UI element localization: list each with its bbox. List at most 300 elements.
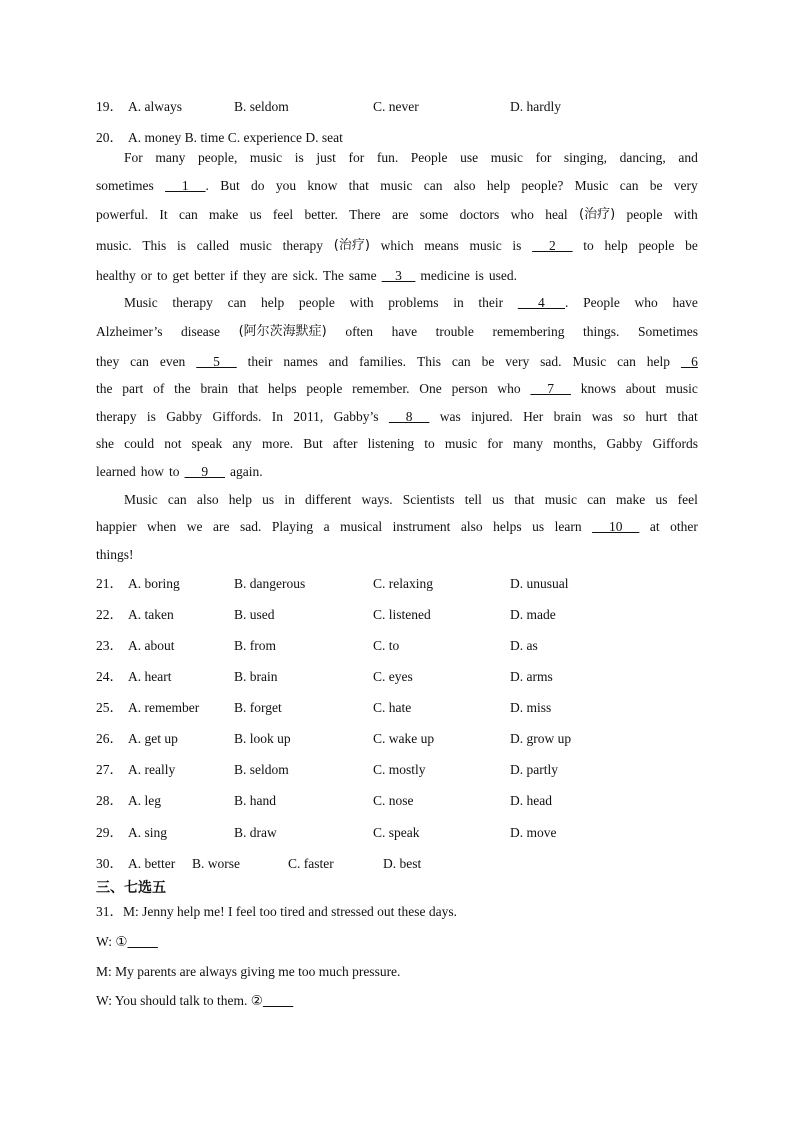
- passage-word: be: [649, 178, 663, 193]
- passage-word: so: [623, 409, 636, 424]
- passage-word: have: [391, 324, 418, 339]
- passage-word: sad.: [540, 354, 562, 369]
- option-d: D. unusual: [510, 576, 569, 591]
- option-c: C. speak: [373, 825, 420, 840]
- option-c: C. nose: [373, 793, 414, 808]
- option-a: A. better: [128, 856, 176, 871]
- option-a: A. sing: [128, 825, 168, 840]
- passage-word: people: [298, 295, 335, 310]
- passage-word: music: [380, 178, 413, 193]
- question-number: 25．: [96, 700, 123, 715]
- passage-word: singing,: [563, 150, 608, 165]
- passage-line: [96, 546, 698, 564]
- passage-word: Giffords.: [212, 409, 262, 424]
- passage-word: help: [228, 492, 252, 507]
- passage-word: Gabby: [606, 436, 643, 451]
- passage-word: how: [140, 464, 164, 479]
- passage-word: healthy: [96, 268, 136, 283]
- passage-word: can: [178, 207, 198, 222]
- passage-word: brain: [200, 381, 229, 396]
- blank-10: [592, 518, 639, 536]
- passage-word: a: [323, 519, 330, 534]
- passage-word: after: [332, 436, 358, 451]
- passage-word: who: [510, 207, 534, 222]
- passage-word: was: [591, 409, 613, 424]
- passage-word: other: [670, 519, 698, 534]
- passage-paragraph-1: [96, 149, 698, 285]
- passage-word: injured.: [471, 409, 513, 424]
- passage-word: music.: [96, 238, 132, 253]
- passage-line: [96, 206, 698, 224]
- passage-word: learned: [96, 464, 136, 479]
- passage-word: who: [634, 295, 658, 310]
- dialogue-line: [96, 933, 158, 951]
- passage-word: often: [345, 324, 374, 339]
- passage-word: are: [212, 519, 230, 534]
- blank-5: [196, 353, 237, 371]
- option-a: A. taken: [128, 607, 174, 622]
- blank-2-number[interactable]: 2: [532, 238, 573, 253]
- passage-word: feel: [677, 492, 698, 507]
- passage-word: the: [174, 381, 191, 396]
- passage-word: people: [638, 238, 675, 253]
- passage-word: therapy: [282, 238, 324, 253]
- option-d: D. hardly: [510, 99, 561, 114]
- question-19: [96, 98, 561, 116]
- passage-word: she: [96, 436, 114, 451]
- passage-word: when: [146, 519, 177, 534]
- question-number: 24．: [96, 669, 123, 684]
- passage-word: also: [453, 178, 476, 193]
- passage-word: is: [177, 238, 187, 253]
- passage-line: [124, 149, 698, 167]
- passage-word: can: [619, 178, 639, 193]
- option-b: B. brain: [234, 669, 278, 684]
- passage-word: can: [617, 354, 636, 369]
- passage-word: names: [283, 354, 318, 369]
- passage-word: that: [677, 409, 698, 424]
- option-d: D. made: [510, 607, 556, 622]
- passage-word: about: [625, 381, 656, 396]
- option-c: C. faster: [288, 856, 334, 871]
- passage-word: us: [532, 519, 545, 534]
- option-c: C. hate: [373, 700, 412, 715]
- passage-word: to: [157, 268, 168, 283]
- option-a: A. about: [128, 638, 175, 653]
- passage-word: This: [416, 354, 441, 369]
- option-c: C. relaxing: [373, 576, 433, 591]
- passage-word: or: [140, 268, 152, 283]
- passage-word: instrument: [392, 519, 451, 534]
- option-d: D. miss: [510, 700, 552, 715]
- passage-word: be: [685, 238, 698, 253]
- passage-word: who: [497, 381, 521, 396]
- passage-word: One: [419, 381, 442, 396]
- passage-word: listening: [367, 436, 415, 451]
- passage-word: better: [194, 268, 225, 283]
- question-number: 27．: [96, 762, 123, 777]
- passage-word: Music: [124, 295, 158, 310]
- passage-word: People: [583, 295, 620, 310]
- dialogue-line: [96, 992, 293, 1010]
- passage-word: that: [237, 381, 259, 396]
- passage-line: [96, 323, 698, 341]
- option-a: A. really: [128, 762, 176, 777]
- dialogue-line: 31．M: Jenny help me! I feel too tired and stressed out these days.: [96, 904, 458, 919]
- blank-10-number[interactable]: 10: [592, 519, 640, 534]
- passage-line: [96, 408, 698, 426]
- passage-word: fun.: [376, 150, 399, 165]
- question-number: 19．: [96, 99, 123, 114]
- passage-word: can: [587, 492, 606, 507]
- option-d: D. move: [510, 825, 557, 840]
- passage-word: their: [478, 295, 504, 310]
- blank-3-number[interactable]: 3: [381, 268, 416, 283]
- passage-word: Gabby’s: [333, 409, 379, 424]
- blank-4: [518, 294, 569, 312]
- passage-word: musical: [340, 519, 383, 534]
- passage-word: of: [153, 381, 165, 396]
- passage-word: powerful.: [96, 207, 149, 222]
- passage-word: tell: [464, 492, 482, 507]
- passage-word: are: [391, 207, 409, 222]
- section-title: 三、七选五: [96, 880, 166, 896]
- passage-word: Music: [572, 354, 607, 369]
- passage-word: again.: [230, 464, 263, 479]
- passage-word: if: [229, 268, 238, 283]
- passage-word: Alzheimer’s: [96, 324, 163, 339]
- option-d: D. head: [510, 793, 552, 808]
- question-21: [96, 575, 569, 593]
- passage-word: There: [349, 207, 381, 222]
- passage-word: families.: [359, 354, 407, 369]
- passage-word: people?: [521, 178, 564, 193]
- passage-word: help: [260, 295, 285, 310]
- passage-word: It: [159, 207, 168, 222]
- question-number: 26．: [96, 731, 123, 746]
- option-c: C. listened: [373, 607, 431, 622]
- option-b: B. used: [234, 607, 275, 622]
- passage-word: more.: [261, 436, 294, 451]
- blank-9: [185, 463, 226, 481]
- passage-word: to: [583, 238, 594, 253]
- passage-word: be: [481, 354, 495, 369]
- passage-word: things.: [583, 324, 620, 339]
- blank-6-number[interactable]: 6: [680, 354, 698, 369]
- passage-paragraph-2: [96, 294, 698, 481]
- passage-word: Music: [574, 178, 609, 193]
- passage-line: [96, 237, 698, 255]
- passage-word: is: [146, 409, 156, 424]
- passage-word: us: [249, 207, 262, 222]
- passage-word: music: [544, 492, 577, 507]
- passage-word: at: [649, 519, 660, 534]
- passage-word: same: [348, 268, 377, 283]
- passage-word: for: [487, 436, 503, 451]
- passage-word: (治疗): [579, 207, 616, 222]
- passage-word: us: [655, 492, 668, 507]
- option-b: B. draw: [234, 825, 277, 840]
- question-27: [96, 761, 558, 779]
- passage-word: But: [303, 436, 323, 451]
- passage-word: even: [159, 354, 186, 369]
- passage-word: help: [486, 178, 511, 193]
- passage-word: 2011,: [293, 409, 324, 424]
- passage-word: is: [474, 268, 484, 283]
- punctuation: .: [205, 178, 209, 193]
- passage-word: with: [349, 295, 374, 310]
- passage-word: do: [251, 178, 265, 193]
- passage-word: medicine: [420, 268, 470, 283]
- passage-word: Scientists: [402, 492, 455, 507]
- passage-word: therapy: [96, 409, 137, 424]
- passage-word: they: [96, 354, 120, 369]
- passage-word: make: [209, 207, 239, 222]
- option-c: C. wake up: [373, 731, 435, 746]
- passage-word: get: [172, 268, 190, 283]
- passage-word: not: [164, 436, 182, 451]
- question-24: [96, 668, 553, 686]
- passage-word: speak: [191, 436, 223, 451]
- passage-word: means: [424, 238, 459, 253]
- passage-word: help: [646, 354, 671, 369]
- passage-word: could: [124, 436, 155, 451]
- passage-word: also: [196, 492, 219, 507]
- passage-word: music: [665, 381, 698, 396]
- passage-word: in: [453, 295, 464, 310]
- option-d: D. as: [510, 638, 538, 653]
- option-a: A. remember: [128, 700, 200, 715]
- option-d: D. grow up: [510, 731, 572, 746]
- passage-word: very: [673, 178, 698, 193]
- passage-word: you: [275, 178, 297, 193]
- question-number: 22．: [96, 607, 123, 622]
- question-29: [96, 824, 557, 842]
- option-a: A. boring: [128, 576, 180, 591]
- passage-word: part: [122, 381, 144, 396]
- passage-word: happier: [96, 519, 137, 534]
- passage-word: feel: [272, 207, 294, 222]
- passage-word: helps: [493, 519, 522, 534]
- option-a: A. leg: [128, 793, 161, 808]
- passage-word: music: [444, 436, 478, 451]
- option-a: A. always: [128, 99, 182, 114]
- dialogue-text: W: You should talk to them. ②: [96, 993, 263, 1008]
- passage-word: Giffords: [652, 436, 698, 451]
- passage-word: can: [167, 492, 187, 507]
- passage-word: for: [535, 150, 552, 165]
- passage-word: used.: [488, 268, 517, 283]
- passage-word: people: [626, 207, 663, 222]
- question-26: [96, 730, 572, 748]
- question-number: 28．: [96, 793, 123, 808]
- dialogue-line: M: My parents are always giving me too much pressure.: [96, 964, 401, 979]
- passage-word: Playing: [271, 519, 314, 534]
- passage-word: trouble: [435, 324, 474, 339]
- passage-word: disease: [181, 324, 221, 339]
- dialogue-text: W: ①: [96, 934, 128, 949]
- passage-word: make: [616, 492, 646, 507]
- passage-word: remembering: [492, 324, 565, 339]
- passage-word: learn: [554, 519, 582, 534]
- passage-word: we: [186, 519, 203, 534]
- passage-line: [124, 294, 698, 312]
- option-c: C. eyes: [373, 669, 413, 684]
- passage-word: music: [469, 238, 502, 253]
- passage-word: and: [328, 354, 349, 369]
- option-a: A. get up: [128, 731, 178, 746]
- passage-line: [96, 267, 698, 285]
- question-22: [96, 606, 556, 624]
- passage-word: (阿尔茨海默症): [238, 324, 327, 339]
- punctuation: .: [565, 295, 569, 310]
- question-28: [96, 792, 552, 810]
- blank-6: [681, 353, 698, 371]
- question-number: 21．: [96, 576, 123, 591]
- passage-word: music: [239, 238, 272, 253]
- passage-word: can: [130, 354, 149, 369]
- passage-word: music: [249, 150, 283, 165]
- passage-word: was: [439, 409, 461, 424]
- question-25: [96, 699, 552, 717]
- question-number: 20．: [96, 130, 123, 145]
- passage-word: But: [220, 178, 240, 193]
- option-b: B. dangerous: [234, 576, 306, 591]
- passage-word: (治疗): [333, 238, 370, 253]
- passage-word: which: [380, 238, 414, 253]
- passage-word: use: [460, 150, 479, 165]
- passage-word: Sometimes: [637, 324, 698, 339]
- passage-word: any: [232, 436, 252, 451]
- blank-1: [165, 177, 209, 195]
- question-options: A. money B. time C. experience D. seat: [128, 130, 343, 145]
- passage-word: doctors: [459, 207, 500, 222]
- passage-word: their: [247, 354, 273, 369]
- passage-word: Music: [124, 492, 158, 507]
- option-b: B. seldom: [234, 99, 289, 114]
- passage-word: months,: [553, 436, 597, 451]
- blank-5-number[interactable]: 5: [196, 354, 237, 369]
- passage-word: can: [227, 295, 247, 310]
- passage-word: people: [306, 381, 343, 396]
- passage-line: [124, 491, 698, 509]
- passage-word: things!: [96, 547, 134, 562]
- passage-word: The: [322, 268, 344, 283]
- blank-8-number[interactable]: 8: [388, 409, 430, 424]
- passage-word: they: [243, 268, 267, 283]
- passage-word: some: [419, 207, 449, 222]
- passage-line: [96, 435, 698, 453]
- option-c: C. never: [373, 99, 419, 114]
- blank-2: [532, 237, 573, 255]
- passage-word: helps: [268, 381, 297, 396]
- passage-word: people,: [197, 150, 238, 165]
- passage-word: sad.: [239, 519, 262, 534]
- passage-word: better.: [304, 207, 338, 222]
- option-b: B. from: [234, 638, 276, 653]
- passage-word: People: [410, 150, 448, 165]
- passage-word: problems: [388, 295, 439, 310]
- answer-blank-1[interactable]: [127, 934, 157, 949]
- option-b: B. look up: [234, 731, 291, 746]
- passage-word: to: [424, 436, 435, 451]
- question-number: 23．: [96, 638, 123, 653]
- passage-word: ways.: [361, 492, 393, 507]
- passage-line: [96, 380, 698, 398]
- passage-line: [96, 177, 698, 195]
- blank-1-number[interactable]: 1: [165, 178, 206, 193]
- option-a: A. heart: [128, 669, 172, 684]
- blank-3: [382, 267, 416, 285]
- option-d: D. best: [383, 856, 422, 871]
- passage-word: many: [513, 436, 544, 451]
- passage-word: just: [316, 150, 336, 165]
- passage-word: Gabby: [166, 409, 203, 424]
- passage-word: with: [673, 207, 698, 222]
- passage-word: sometimes: [96, 178, 154, 193]
- option-d: D. partly: [510, 762, 558, 777]
- passage-word: and: [678, 150, 698, 165]
- option-b: B. worse: [192, 856, 240, 871]
- passage-word: is: [512, 238, 522, 253]
- passage-word: music: [490, 150, 523, 165]
- passage-word: For: [124, 150, 143, 165]
- passage-word: very: [505, 354, 530, 369]
- passage-word: have: [672, 295, 698, 310]
- answer-blank-2[interactable]: [263, 993, 293, 1008]
- passage-word: is: [294, 150, 304, 165]
- passage-word: in: [284, 492, 295, 507]
- blank-4-number[interactable]: 4: [517, 295, 566, 310]
- passage-word: are: [271, 268, 288, 283]
- question-30: [96, 855, 422, 873]
- passage-word: Her: [523, 409, 544, 424]
- passage-line: [96, 353, 698, 371]
- passage-word: therapy: [172, 295, 213, 310]
- option-b: B. seldom: [234, 762, 289, 777]
- passage-word: also: [460, 519, 483, 534]
- passage-word: can: [423, 178, 443, 193]
- passage-line: [96, 518, 698, 536]
- option-c: C. to: [373, 638, 400, 653]
- blank-9-number[interactable]: 9: [184, 464, 225, 479]
- passage-word: to: [168, 464, 180, 479]
- passage-word: hurt: [645, 409, 668, 424]
- passage-word: for: [348, 150, 365, 165]
- blank-8: [389, 408, 430, 426]
- passage-word: heal: [545, 207, 568, 222]
- question-20: [96, 129, 343, 147]
- passage-word: In: [271, 409, 283, 424]
- passage-word: that: [348, 178, 369, 193]
- passage-word: sick.: [292, 268, 318, 283]
- question-number: 29．: [96, 825, 123, 840]
- option-b: B. forget: [234, 700, 282, 715]
- blank-7-number[interactable]: 7: [530, 381, 571, 396]
- passage-word: This: [142, 238, 167, 253]
- passage-word: can: [451, 354, 471, 369]
- passage-word: brain: [553, 409, 582, 424]
- passage-word: us: [492, 492, 505, 507]
- passage-word: us: [262, 492, 275, 507]
- passage-word: person: [451, 381, 488, 396]
- passage-word: called: [196, 238, 229, 253]
- passage-word: many: [155, 150, 186, 165]
- passage-word: dancing,: [619, 150, 666, 165]
- passage-word: help: [604, 238, 628, 253]
- passage-word: know: [307, 178, 338, 193]
- passage-line: [96, 463, 698, 481]
